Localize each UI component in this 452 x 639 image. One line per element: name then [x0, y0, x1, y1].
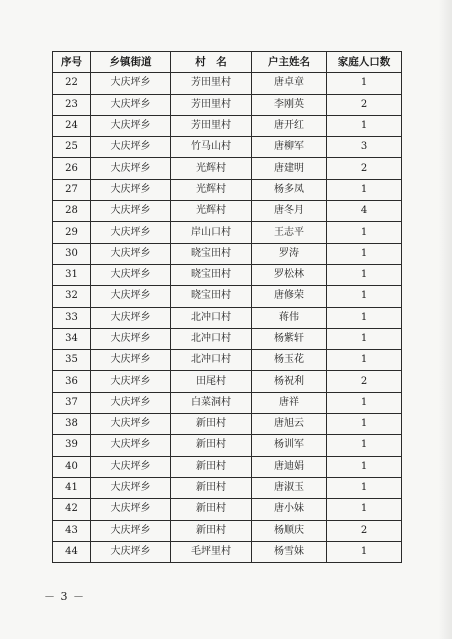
row-village: 芳田里村	[171, 115, 252, 136]
row-householder: 唐开红	[252, 115, 327, 136]
row-index: 44	[53, 541, 91, 562]
row-township: 大庆坪乡	[91, 520, 171, 541]
table-row	[53, 222, 402, 243]
table-row	[53, 264, 402, 285]
table-row	[53, 456, 402, 477]
table-row	[53, 115, 402, 136]
row-township: 大庆坪乡	[91, 137, 171, 158]
table-row	[53, 350, 402, 371]
table-row	[53, 307, 402, 328]
table-row	[53, 435, 402, 456]
row-index: 23	[53, 94, 91, 115]
table-row	[53, 73, 402, 94]
row-householder: 罗松林	[252, 264, 327, 285]
row-village: 岸山口村	[171, 222, 252, 243]
row-township: 大庆坪乡	[91, 371, 171, 392]
table-row	[53, 286, 402, 307]
row-index: 25	[53, 137, 91, 158]
row-family-size: 1	[327, 73, 402, 94]
row-village: 竹马山村	[171, 137, 252, 158]
table-row	[53, 94, 402, 115]
table-row	[53, 243, 402, 264]
row-family-size: 1	[327, 328, 402, 349]
row-index: 38	[53, 414, 91, 435]
header-village: 村 名	[171, 52, 252, 73]
row-index: 24	[53, 115, 91, 136]
row-index: 41	[53, 477, 91, 498]
row-township: 大庆坪乡	[91, 73, 171, 94]
row-village: 光辉村	[171, 201, 252, 222]
row-householder: 杨多凤	[252, 179, 327, 200]
row-householder: 唐修荣	[252, 286, 327, 307]
row-village: 北冲口村	[171, 307, 252, 328]
table-row	[53, 392, 402, 413]
scan-edge-shadow	[438, 0, 452, 639]
row-township: 大庆坪乡	[91, 456, 171, 477]
table-row	[53, 520, 402, 541]
row-index: 27	[53, 179, 91, 200]
row-village: 毛坪里村	[171, 541, 252, 562]
row-family-size: 1	[327, 499, 402, 520]
row-family-size: 2	[327, 520, 402, 541]
header-family-size: 家庭人口数	[327, 52, 402, 73]
row-family-size: 1	[327, 435, 402, 456]
row-index: 33	[53, 307, 91, 328]
row-township: 大庆坪乡	[91, 115, 171, 136]
table-row	[53, 137, 402, 158]
header-index: 序号	[53, 52, 91, 73]
row-village: 光辉村	[171, 158, 252, 179]
row-family-size: 1	[327, 477, 402, 498]
row-index: 36	[53, 371, 91, 392]
row-family-size: 1	[327, 456, 402, 477]
table-row	[53, 499, 402, 520]
header-township: 乡镇街道	[91, 52, 171, 73]
row-family-size: 2	[327, 94, 402, 115]
row-village: 田尾村	[171, 371, 252, 392]
row-village: 新田村	[171, 499, 252, 520]
row-index: 29	[53, 222, 91, 243]
row-index: 28	[53, 201, 91, 222]
row-index: 42	[53, 499, 91, 520]
household-table	[52, 51, 402, 563]
table-row	[53, 541, 402, 562]
table-body	[53, 73, 402, 563]
row-householder: 唐祥	[252, 392, 327, 413]
row-village: 新田村	[171, 435, 252, 456]
row-township: 大庆坪乡	[91, 307, 171, 328]
row-householder: 唐冬月	[252, 201, 327, 222]
row-village: 新田村	[171, 477, 252, 498]
row-householder: 蒋伟	[252, 307, 327, 328]
row-index: 35	[53, 350, 91, 371]
row-index: 32	[53, 286, 91, 307]
table-row	[53, 328, 402, 349]
row-householder: 唐旭云	[252, 414, 327, 435]
row-township: 大庆坪乡	[91, 499, 171, 520]
row-township: 大庆坪乡	[91, 243, 171, 264]
row-township: 大庆坪乡	[91, 328, 171, 349]
table-header-row	[53, 52, 402, 73]
row-family-size: 4	[327, 201, 402, 222]
row-village: 晓宝田村	[171, 243, 252, 264]
row-village: 白菜洞村	[171, 392, 252, 413]
page-number: － 3 －	[44, 590, 85, 603]
row-family-size: 1	[327, 286, 402, 307]
row-householder: 唐迪娟	[252, 456, 327, 477]
row-village: 晓宝田村	[171, 264, 252, 285]
row-village: 光辉村	[171, 179, 252, 200]
row-householder: 杨训军	[252, 435, 327, 456]
row-householder: 罗涛	[252, 243, 327, 264]
row-family-size: 1	[327, 392, 402, 413]
row-township: 大庆坪乡	[91, 179, 171, 200]
row-index: 39	[53, 435, 91, 456]
row-householder: 杨紫轩	[252, 328, 327, 349]
row-township: 大庆坪乡	[91, 158, 171, 179]
table-row	[53, 201, 402, 222]
row-householder: 唐柳军	[252, 137, 327, 158]
row-township: 大庆坪乡	[91, 541, 171, 562]
table-row	[53, 158, 402, 179]
row-township: 大庆坪乡	[91, 477, 171, 498]
header-householder: 户主姓名	[252, 52, 327, 73]
row-householder: 唐淑玉	[252, 477, 327, 498]
row-family-size: 2	[327, 158, 402, 179]
row-index: 37	[53, 392, 91, 413]
row-family-size: 3	[327, 137, 402, 158]
row-index: 22	[53, 73, 91, 94]
row-village: 新田村	[171, 520, 252, 541]
row-village: 北冲口村	[171, 328, 252, 349]
row-family-size: 2	[327, 371, 402, 392]
row-family-size: 1	[327, 414, 402, 435]
row-village: 新田村	[171, 414, 252, 435]
row-township: 大庆坪乡	[91, 222, 171, 243]
row-village: 芳田里村	[171, 94, 252, 115]
row-village: 北冲口村	[171, 350, 252, 371]
row-family-size: 1	[327, 222, 402, 243]
row-index: 31	[53, 264, 91, 285]
table-row	[53, 179, 402, 200]
row-township: 大庆坪乡	[91, 414, 171, 435]
table-row	[53, 477, 402, 498]
row-householder: 杨玉花	[252, 350, 327, 371]
table-row	[53, 414, 402, 435]
row-township: 大庆坪乡	[91, 286, 171, 307]
row-township: 大庆坪乡	[91, 435, 171, 456]
table-row	[53, 371, 402, 392]
row-index: 40	[53, 456, 91, 477]
row-householder: 杨顺庆	[252, 520, 327, 541]
row-family-size: 1	[327, 350, 402, 371]
row-township: 大庆坪乡	[91, 350, 171, 371]
row-township: 大庆坪乡	[91, 264, 171, 285]
row-village: 芳田里村	[171, 73, 252, 94]
row-index: 30	[53, 243, 91, 264]
row-householder: 唐卓章	[252, 73, 327, 94]
row-township: 大庆坪乡	[91, 94, 171, 115]
row-township: 大庆坪乡	[91, 201, 171, 222]
row-householder: 唐小妹	[252, 499, 327, 520]
row-index: 34	[53, 328, 91, 349]
row-index: 43	[53, 520, 91, 541]
row-family-size: 1	[327, 179, 402, 200]
row-family-size: 1	[327, 307, 402, 328]
row-family-size: 1	[327, 264, 402, 285]
row-householder: 杨祝利	[252, 371, 327, 392]
row-householder: 王志平	[252, 222, 327, 243]
row-village: 新田村	[171, 456, 252, 477]
row-householder: 李刚英	[252, 94, 327, 115]
row-householder: 杨雪妹	[252, 541, 327, 562]
row-township: 大庆坪乡	[91, 392, 171, 413]
row-family-size: 1	[327, 115, 402, 136]
row-householder: 唐建明	[252, 158, 327, 179]
row-family-size: 1	[327, 243, 402, 264]
row-index: 26	[53, 158, 91, 179]
row-village: 晓宝田村	[171, 286, 252, 307]
row-family-size: 1	[327, 541, 402, 562]
